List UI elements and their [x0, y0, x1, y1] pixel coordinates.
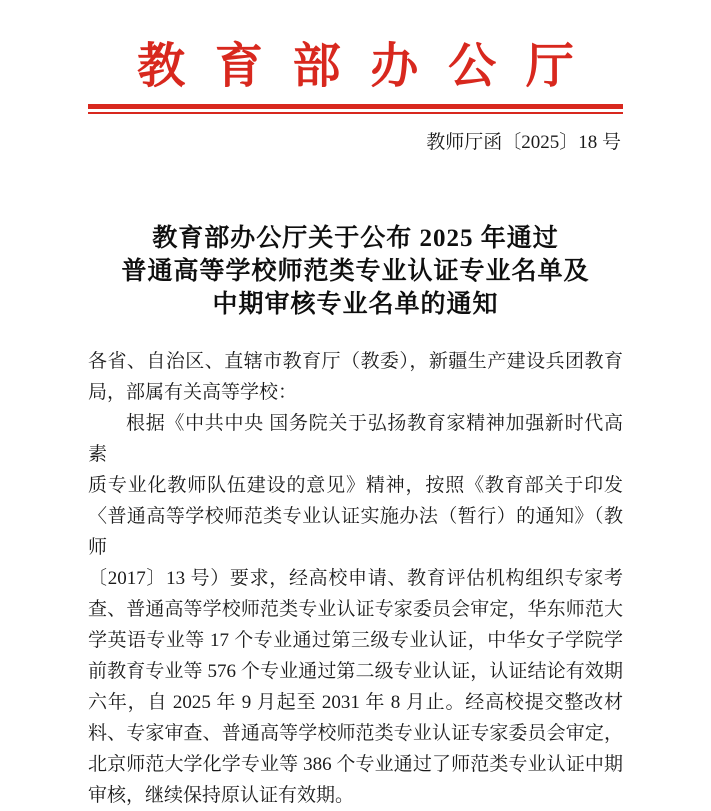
- body-line: 根据《中共中央 国务院关于弘扬教育家精神加强新时代高素: [88, 413, 623, 465]
- red-double-rule: [88, 104, 623, 114]
- notice-title-line-3: 中期审核专业名单的通知: [212, 291, 499, 318]
- issuer-letterhead: 教育部办公厅: [137, 40, 604, 93]
- body-line: 〔2017〕13 号）要求，经高校申请、教育评估机构组织专家考: [88, 568, 623, 589]
- body-line: 质专业化教师队伍建设的意见》精神，按照《教育部关于印发: [88, 475, 623, 496]
- body-line: 审核，继续保持原认证有效期。: [88, 785, 355, 806]
- notice-title: [0, 222, 711, 321]
- body-line: 前教育专业等 576 个专业通过第二级专业认证，认证结论有效期: [88, 661, 623, 682]
- body-line: 学英语专业等 17 个专业通过第三级专业认证，中华女子学院学: [88, 630, 623, 651]
- body-line: 局，部属有关高等学校：: [88, 382, 298, 403]
- body-line: 六年，自 2025 年 9 月起至 2031 年 8 月止。经高校提交整改材: [88, 692, 623, 713]
- document-body: [88, 346, 623, 811]
- body-line: 〈普通高等学校师范类专业认证实施办法（暂行）的通知》（教师: [88, 506, 623, 558]
- body-line: 料、专家审查、普通高等学校师范类专业认证专家委员会审定，: [88, 723, 623, 744]
- notice-title-line-2: 普通高等学校师范类专业认证专业名单及: [121, 258, 590, 285]
- body-line: 各省、自治区、直辖市教育厅（教委），新疆生产建设兵团教育: [88, 351, 623, 372]
- body-line: 查、普通高等学校师范类专业认证专家委员会审定，华东师范大: [88, 599, 623, 620]
- notice-title-line-1: 教育部办公厅关于公布 2025 年通过: [152, 225, 559, 252]
- body-line: 北京师范大学化学专业等 386 个专业通过了师范类专业认证中期: [88, 754, 623, 775]
- document-number: 教师厅函〔2025〕18 号: [426, 132, 621, 153]
